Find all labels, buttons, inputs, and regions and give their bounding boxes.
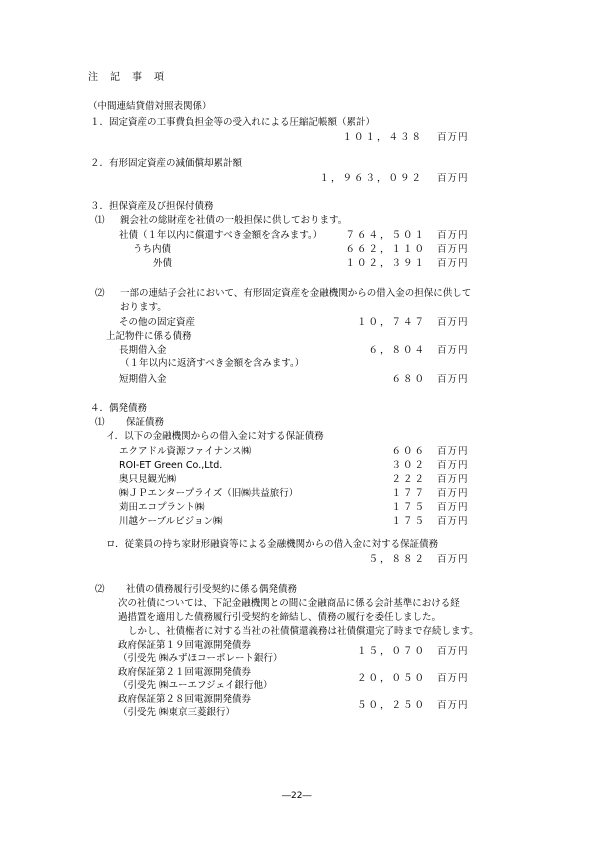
long-term-loan-note: （１年以内に返済すべき金額を含みます。）: [120, 358, 305, 369]
item4-p2-text3: しかし、社債権者に対する当社の社債償還義務は社債償還完了時まで存続します。: [128, 626, 479, 637]
long-term-loan-unit: 百万円: [437, 345, 469, 356]
guarantee-unit: 百万円: [437, 488, 469, 499]
item4-p2-text1: 次の社債については、下記金融機関との間に金融商品に係る会計基準における経: [118, 598, 460, 609]
long-term-loan-value: ６，８０４: [368, 345, 426, 356]
item3-label: ３．担保資産及び担保付債務: [90, 201, 214, 212]
bond-amount: ２０，０５０: [356, 673, 426, 684]
other-assets-unit: 百万円: [437, 317, 469, 328]
item4-p2-label: 社債の債務履行引受契約に係る偶発債務: [126, 584, 298, 595]
bond-unit: 百万円: [437, 230, 469, 241]
item3-p1-num: ⑴: [95, 215, 105, 226]
other-assets-value: １０，７４７: [356, 317, 426, 328]
page-title: 注記事項: [88, 72, 176, 83]
bond-value: ７６４，５０１: [345, 230, 426, 241]
guarantee-b-label: ロ．従業員の持ち家財形融資等による金融機関からの借入金に対する保証債務: [106, 539, 439, 550]
bond-underwriter: （引受先 ㈱ユーエフジェイ銀行他）: [118, 680, 273, 691]
guarantee-value: ６０６: [391, 446, 426, 457]
item2-value: １，９６３，０９２: [319, 173, 423, 184]
item4-p1-label: 保証債務: [126, 417, 165, 428]
item3-p2-text1: 一部の連結子会社において、有形固定資産を金融機関からの借入金の担保に供して: [120, 288, 472, 299]
short-term-loan-value: ６８０: [391, 374, 426, 385]
guarantee-unit: 百万円: [437, 446, 469, 457]
domestic-bond-value: ６６２，１１０: [345, 244, 426, 255]
item3-p1-text: 親会社の総財産を社債の一般担保に供しております。: [120, 215, 348, 226]
bond-underwriter: （引受先 ㈱東京三菱銀行）: [118, 707, 236, 718]
guarantee-unit: 百万円: [437, 474, 469, 485]
guarantee-value: １７５: [391, 502, 426, 513]
item4-p1-num: ⑴: [95, 417, 105, 428]
guarantee-name: 奥只見観光㈱: [119, 474, 177, 485]
bond-label: 社債（１年以内に償還すべき金額を含みます。）: [119, 230, 323, 241]
guarantee-name: ㈱ＪＰエンタープライズ（旧㈱共益旅行）: [119, 488, 299, 499]
bond-amount: ５０，２５０: [356, 700, 426, 711]
bond-underwriter: （引受先 ㈱みずほコーポレート銀行）: [118, 653, 283, 664]
short-term-loan-unit: 百万円: [437, 374, 469, 385]
item1-value: １０１，４３８: [342, 132, 423, 143]
section-heading-balance-sheet: （中間連結貸借対照表関係）: [88, 101, 212, 112]
foreign-bond-label: 外債: [153, 258, 173, 269]
guarantee-b-unit: 百万円: [437, 554, 469, 565]
bond-name: 政府保証第２８回電源開発債券: [118, 694, 252, 705]
guarantee-name: 川越ケーブルビジョン㈱: [119, 516, 223, 527]
bond-amount-unit: 百万円: [437, 646, 469, 657]
domestic-bond-unit: 百万円: [437, 244, 469, 255]
guarantee-name: 苅田エコプラント㈱: [119, 502, 205, 513]
bond-amount: １５，０７０: [356, 646, 426, 657]
long-term-loan-label: 長期借入金: [119, 345, 167, 356]
guarantee-unit: 百万円: [437, 502, 469, 513]
page-number: ―22―: [282, 791, 312, 801]
item4-label: ４．偶発債務: [90, 403, 148, 414]
foreign-bond-unit: 百万円: [437, 258, 469, 269]
bond-amount-unit: 百万円: [437, 673, 469, 684]
guarantee-name: ROI-ET Green Co.,Ltd.: [119, 460, 223, 471]
item4-p2-num: ⑵: [95, 584, 105, 595]
guarantee-value: ３０２: [391, 460, 426, 471]
item2-label: ２．有形固定資産の減価償却累計額: [90, 158, 243, 169]
guarantee-b-value: ５，８８２: [368, 554, 426, 565]
item4-p2-text2: 過措置を適用した債務履行引受契約を締結し、債務の履行を委任しました。: [118, 612, 442, 623]
guarantee-a-label: イ．以下の金融機関からの借入金に対する保証債務: [106, 431, 324, 442]
guarantee-name: エクアドル資源ファイナンス㈱: [119, 446, 252, 457]
bond-name: 政府保証第２１回電源開発債券: [118, 667, 252, 678]
item1-label: １．固定資産の工事費負担金等の受入れによる圧縮記帳額（累計）: [90, 117, 376, 128]
bond-name: 政府保証第１９回電源開発債券: [118, 640, 252, 651]
guarantee-value: １７５: [391, 516, 426, 527]
domestic-bond-label: うち内債: [133, 244, 172, 255]
guarantee-value: ２２２: [391, 474, 426, 485]
related-debt-label: 上記物件に係る債務: [106, 331, 192, 342]
item1-unit: 百万円: [437, 132, 469, 143]
item3-p2-num: ⑵: [95, 288, 105, 299]
guarantee-value: １７７: [391, 488, 426, 499]
guarantee-unit: 百万円: [437, 460, 469, 471]
short-term-loan-label: 短期借入金: [119, 374, 167, 385]
item2-unit: 百万円: [437, 173, 469, 184]
guarantee-unit: 百万円: [437, 516, 469, 527]
item3-p2-text2: おります。: [120, 302, 167, 313]
bond-amount-unit: 百万円: [437, 700, 469, 711]
foreign-bond-value: １０２，３９１: [345, 258, 426, 269]
other-assets-label: その他の固定資産: [119, 317, 196, 328]
